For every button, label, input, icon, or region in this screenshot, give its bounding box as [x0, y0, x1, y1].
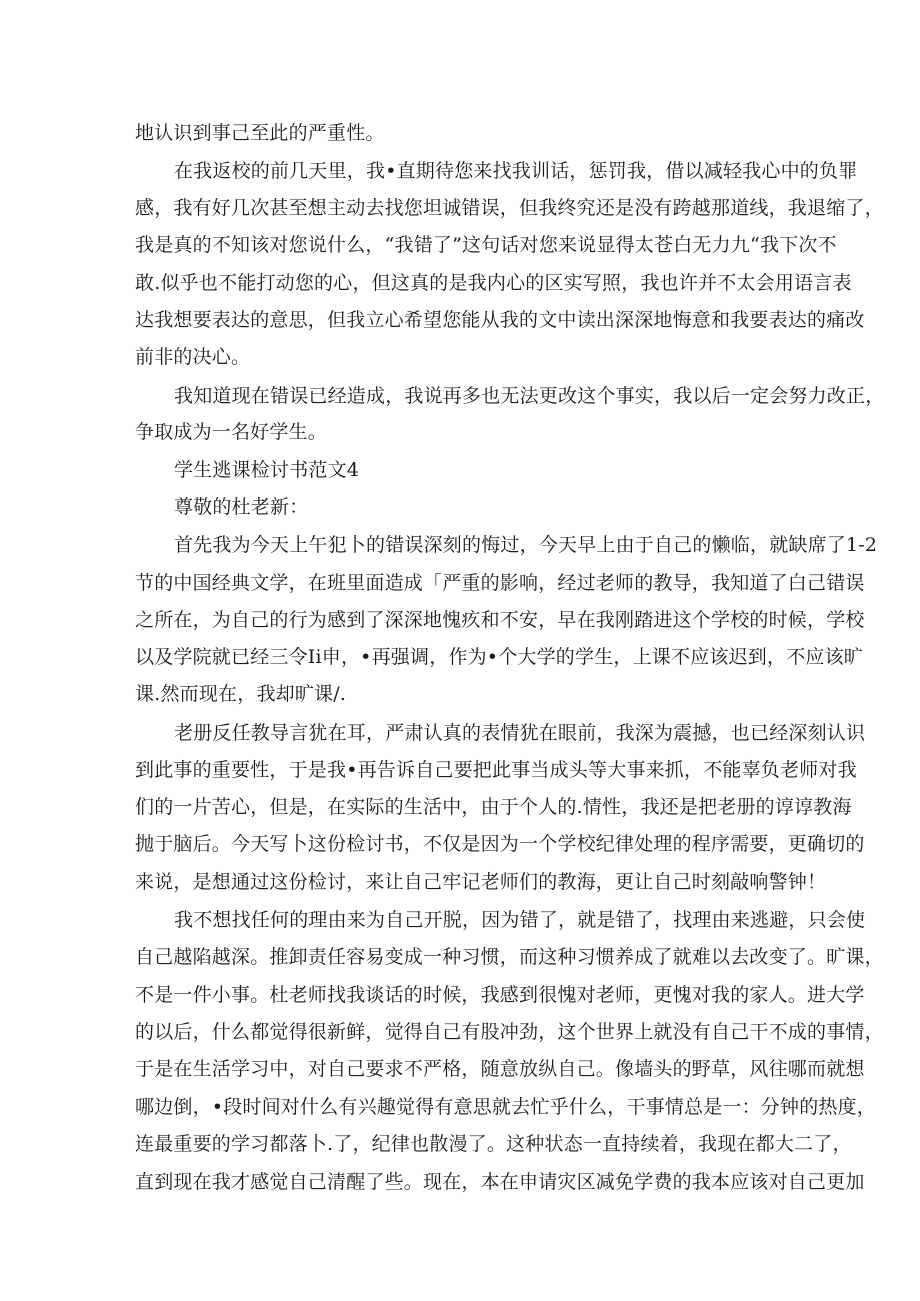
text-line: 连最重要的学习都落卜.了，纪律也散漫了。这种状态一直持续着，我现在都大二了，: [135, 1133, 852, 1155]
text-line: 课.然而现在，我却旷课/.: [135, 683, 347, 705]
text-line: 我是真的不知该对您说什么，“我错了”这句话对您来说显得太苍白无力九“我下次不: [135, 234, 837, 256]
section-heading: 学生逃课检讨书范文4: [174, 459, 360, 481]
text-line: 到此事的重要性，于是我•再告诉自己要把此事当成头等大事来抓，不能辜负老师对我: [135, 759, 857, 781]
text-line: 争取成为一名好学生。: [135, 421, 328, 443]
text-line: 地认识到事己至此的严重性。: [135, 122, 385, 144]
text-line: 之所在，为自己的行为感到了深深地愧疚和不安，早在我刚踏进这个学校的时候，学校: [135, 609, 865, 631]
text-line: 抛于脑后。今天写卜这份检讨书，不仅是因为一个学校纪律处理的程序需要，更确切的: [135, 833, 865, 855]
text-line: 于是在生活学习中，对自己要求不严格，随意放纵自己。像墙头的野草，风往哪而就想: [135, 1058, 865, 1080]
text-line: 自己越陷越深。推卸责任容易变成一种习惯，而这种习惯养成了就难以去改变了。旷课，: [135, 946, 884, 968]
text-line: 前非的决心。: [135, 346, 251, 368]
text-line: 我不想找任何的理由来为自己开脱，因为错了，就是错了，找理由来逃避，只会使: [174, 909, 866, 931]
text-line: 来说，是想通过这份检讨，来让自己牢记老师们的教海，更让自己时刻敲响警钟！: [135, 871, 827, 893]
text-line: 节的中国经典文学，在班里面造成「严重的影响，经过老师的教导，我知道了白己错误: [135, 572, 865, 594]
text-line: 在我返校的前几天里，我•直期待您来找我训话，惩罚我，借以减轻我心中的负罪: [174, 160, 858, 182]
text-line: 我知道现在错误已经造成，我说再多也无法更改这个事实，我以后一定会努力改正，: [174, 385, 885, 407]
text-line: 敢.似乎也不能打动您的心，但这真的是我内心的区实写照，我也许并不太会用语言表: [135, 272, 852, 294]
text-line: 老册反任教导言犹在耳，严肃认真的表情犹在眼前，我深为震撼，也已经深刻认识: [174, 722, 866, 744]
text-line: 哪边倒，•段时间对什么有兴趣觉得有意思就去忙乎什么，干事情总是一：分钟的热度，: [135, 1096, 877, 1118]
text-line: 达我想要表达的意思，但我立心希望您能从我的文中读出深深地悔意和我要表达的痛改: [135, 309, 865, 331]
text-line: 直到现在我才感觉自己清醒了些。现在，本在申请灾区减免学费的我本应该对自己更加: [135, 1171, 865, 1193]
text-line: 以及学院就已经三令Ii申，•再强调，作为•个大学的学生，上课不应该迟到，不应该旷: [135, 646, 863, 668]
text-line: 的以后，什么都觉得很新鲜，觉得自己有股冲劲，这个世界上就没有自己干不成的事情，: [135, 1021, 884, 1043]
text-line: 首先我为今天上午犯卜的错误深刻的悔过，今天早上由于自己的懒临，就缺席了1-2: [174, 534, 878, 556]
text-line: 们的一片苦心，但是，在实际的生活中，由于个人的.情性，我还是把老册的谆谆教海: [135, 796, 852, 818]
salutation: 尊敬的杜老新：: [174, 496, 309, 518]
text-line: 感，我有好几次甚至想主动去找您坦诚错误，但我终究还是没有跨越那道线，我退缩了，: [135, 197, 884, 219]
text-line: 不是一件小事。杜老师找我谈话的时候，我感到很愧对老师，更愧对我的家人。进大学: [135, 984, 865, 1006]
